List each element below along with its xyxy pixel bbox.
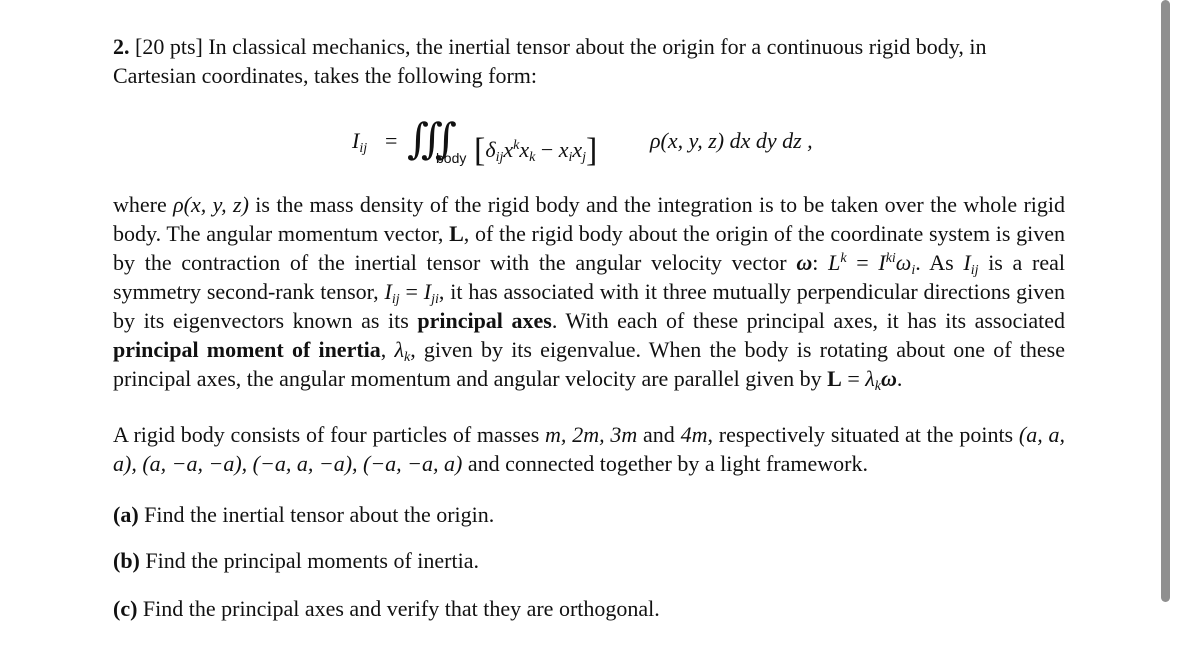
eq-integrand: $[\delta_{ij}x^kx_k - x_ix_j]$ bbox=[474, 132, 598, 169]
term-principal-moment: principal moment of inertia bbox=[113, 337, 381, 362]
integration-domain: body bbox=[436, 150, 467, 166]
vertical-scrollbar[interactable] bbox=[1161, 0, 1170, 602]
part-c: (c) Find the principal axes and verify that they are orthogonal. bbox=[113, 596, 660, 621]
eq-density-differentials: ρ(x, y, z) dx dy dz , bbox=[650, 128, 813, 153]
part-b: (b) Find the principal moments of inertia. bbox=[113, 548, 479, 573]
triple-integral-sign: ∭ bbox=[407, 117, 441, 163]
problem-points: [20 pts] bbox=[135, 34, 203, 59]
eq-equals: = bbox=[385, 128, 398, 153]
rigid-body-setup: A rigid body consists of four particles of masses m, 2m, 3m and 4m, respectively situated at the points (a, a, a), (a, −a, −a), (−a, a, −a), (−a, −a, a) and connected together by a light framework. bbox=[113, 422, 1066, 476]
problem-intro bbox=[113, 32, 1065, 90]
part-a: (a) Find the inertial tensor about the origin. bbox=[113, 502, 495, 527]
problem-intro-text: In classical mechanics, the inertial tensor about the origin for a continuous rigid body, in Cartesian coordinates, takes the following form: bbox=[113, 34, 987, 88]
problem-number: 2. bbox=[113, 34, 130, 59]
definition-paragraph: where ρ(x, y, z) is the mass density of the rigid body and the integration is to be taken over the whole rigid body. The angular momentum vector, L, of the rigid body about the origin of the coordinate system is given by the contraction of the inertial tensor with the angular velocity vector ω: $L^k = I^{ki}\omega_i$. As $I_{ij}$ is a real symmetry second-rank tensor, $I_{ij} = I_{ji}$, it has associated with it three mutually perpendicular directions given by its eigenvectors known as its principal axes. With each of these principal axes, it has its associated principal moment of inertia, $\lambda_k$, given by its eigenvalue. When the body is rotating about one of these principal axes, the angular momentum and angular velocity are parallel given by $L = \lambda_k\omega$. bbox=[113, 192, 1066, 394]
term-principal-axes: principal axes bbox=[417, 308, 552, 333]
eq-lhs: $I_{ij}$ bbox=[352, 128, 368, 156]
